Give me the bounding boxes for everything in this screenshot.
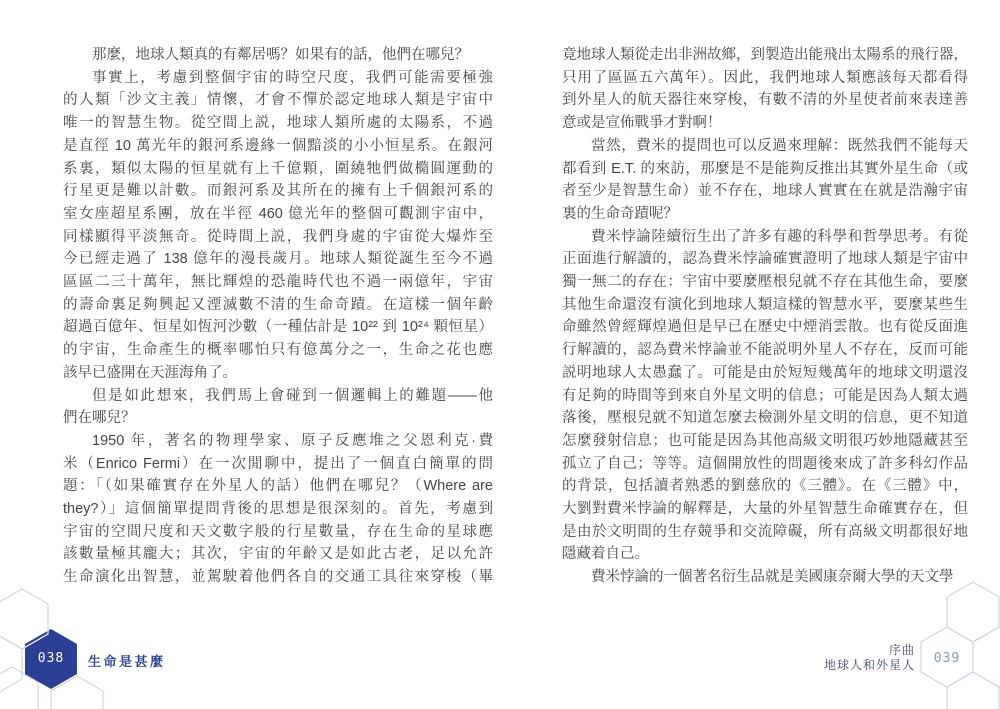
chapter-label: 序曲 <box>888 643 915 657</box>
text-line: 費米悖論的一個著名衍生品就是美國康奈爾大學的天文學 <box>591 569 954 586</box>
text-line: 超過百億年、恒星如恆河沙數（一種估計是 10²² 到 10²⁴ 顆恒星） <box>63 319 493 336</box>
text-line: 都看到 E.T. 的來訪，那麼是不是能夠反推出其實外星生命（或 <box>562 160 968 177</box>
text-line: 當然，費米的提問也可以反過來理解：既然我們不能每天 <box>591 137 968 154</box>
text-line: 今已經走過了 138 億年的漫長歲月。地球人類從誕生至今不過 <box>63 251 493 268</box>
text-line: 是由於文明間的生存競爭和交流障礙，所有高級文明都很好地 <box>562 523 968 540</box>
text-line: 的宇宙，生命產生的概率哪怕只有億萬分之一，生命之花也應 <box>63 342 493 359</box>
text-line: 者至少是智慧生命）並不存在，地球人實實在在就是浩瀚宇宙 <box>562 183 968 200</box>
text-column-left <box>63 44 493 589</box>
text-line: 的壽命裏足夠興起又湮滅數不清的生命奇蹟。在這樣一個年齡 <box>63 296 493 313</box>
chapter-subtitle: 地球人和外星人 <box>823 658 915 672</box>
hexagon-decoration <box>0 634 22 694</box>
text-line: 的背景，包括讀者熟悉的劉慈欣的《三體》。在《三體》中， <box>562 478 968 495</box>
chapter-block <box>715 643 915 673</box>
text-line: 説明地球人太愚蠢了。可能是由於短短幾萬年的地球文明還沒 <box>562 364 968 381</box>
hexagon-decoration <box>947 582 999 642</box>
text-line: 意或是宣佈戰爭才對啊！ <box>562 115 722 132</box>
hexagon-decoration <box>947 672 999 709</box>
text-line: 米（Enrico Fermi）在一次閒聊中，提出了一個直白簡單的問 <box>63 455 493 472</box>
text-line: 只用了區區五六萬年）。因此，我們地球人類應該每天都看得 <box>562 69 968 86</box>
text-column-right <box>562 44 968 589</box>
text-line: 的人類「沙文主義」情懷，才會不憚於認定地球人類是宇宙中 <box>63 92 493 109</box>
text-line: 命雖然曾經輝煌過但是早已在歷史中煙消雲散。也有從反面進 <box>562 319 968 336</box>
text-line: 有足夠的時間等到來自外星文明的信息；可能是因為人類太過 <box>562 387 968 404</box>
text-line: 大劉對費米悖論的解釋是，大量的外星智慧生命確實存在，但 <box>562 501 968 518</box>
text-line: 同樣顯得平淡無奇。從時間上説，我們身處的宇宙從大爆炸至 <box>63 228 493 245</box>
text-line: 該數量極其龐大；其次，宇宙的年齡又是如此古老，足以允許 <box>63 546 493 563</box>
text-line: 竟地球人類從走出非洲故鄉，到製造出能飛出太陽系的飛行器， <box>562 47 968 63</box>
text-line: 其他生命還沒有演化到地球人類這樣的智慧水平，要麼某些生 <box>562 296 968 313</box>
text-line: 正面進行解讀的，認為費米悖論確實證明了地球人類是宇宙中 <box>562 251 968 268</box>
text-line: 孤立了自己；等等。這個開放性的問題後來成了許多科幻作品 <box>562 455 968 472</box>
text-line: 怎麼發射信息；也可能是因為其他高級文明很巧妙地隱藏甚至 <box>562 432 968 449</box>
text-line: 們在哪兒？ <box>63 410 136 427</box>
text-line: 該早已盛開在天涯海角了。 <box>63 364 237 381</box>
page-number-left: 038 <box>37 651 65 666</box>
text-line: 題：「（如果確實存在外星人的話）他們在哪兒？（Where are <box>63 478 493 495</box>
text-line: 行星更是難以計數。而銀河系及其所在的擁有上千個銀河系的 <box>63 183 493 200</box>
text-line: 室女座超星系團，放在半徑 460 億光年的整個可觀測宇宙中， <box>63 205 493 222</box>
text-line: 生命演化出智慧，並駕駛着他們各自的交通工具往來穿梭（畢 <box>63 569 493 586</box>
text-line: 裏的生命奇蹟呢？ <box>562 205 678 222</box>
text-line: 事實上，考慮到整個宇宙的時空尺度，我們可能需要極強 <box>92 69 493 86</box>
text-line: 行解讀的，認為費米悖論並不能説明外星人不存在，反而可能 <box>562 342 968 359</box>
hexagon-decoration <box>973 627 1000 687</box>
text-line: 費米悖論陸續衍生出了許多有趣的科學和哲學思考。有從 <box>591 228 968 245</box>
text-line: 落後，壓根兒就不知道怎麼去檢測外星文明的信息，更不知道 <box>562 410 968 427</box>
text-line: 系裏，類似太陽的恒星就有上千億顆，圍繞牠們做橢圓運動的 <box>63 160 493 177</box>
text-line: 是直徑 10 萬光年的銀河系邊緣一個黯淡的小小恒星系。在銀河 <box>63 137 493 154</box>
text-line: 唯一的智慧生物。從空間上説，地球人類所處的太陽系，不過 <box>63 115 493 132</box>
text-line: 隱藏着自己。 <box>562 546 649 563</box>
text-line: 那麼，地球人類真的有鄰居嗎？如果有的話，他們在哪兒？ <box>92 47 469 63</box>
text-line: they?）」這個簡單提問背後的思想是很深刻的。首先，考慮到 <box>63 501 493 518</box>
text-line: 宇宙的空間尺度和天文數字般的行星數量，存在生命的星球應 <box>63 523 493 540</box>
text-line: 1950 年，著名的物理學家、原子反應堆之父恩利克·費 <box>92 432 493 449</box>
book-title: 生命是甚麼 <box>88 654 166 669</box>
text-line: 到外星人的航天器往來穿梭，有數不清的外星使者前來表達善 <box>562 92 968 109</box>
page-number-right: 039 <box>933 651 961 666</box>
hexagon-pattern-right <box>895 565 1000 709</box>
text-line: 獨一無二的存在：宇宙中要麼壓根兒就不存在其他生命，要麼 <box>562 274 968 291</box>
hexagon-pattern-left <box>0 575 160 709</box>
text-line: 區區二三十萬年，無比輝煌的恐龍時代也不過一兩億年，宇宙 <box>63 274 493 291</box>
text-line: 但是如此想來，我們馬上會碰到一個邏輯上的難題——他 <box>92 387 493 404</box>
